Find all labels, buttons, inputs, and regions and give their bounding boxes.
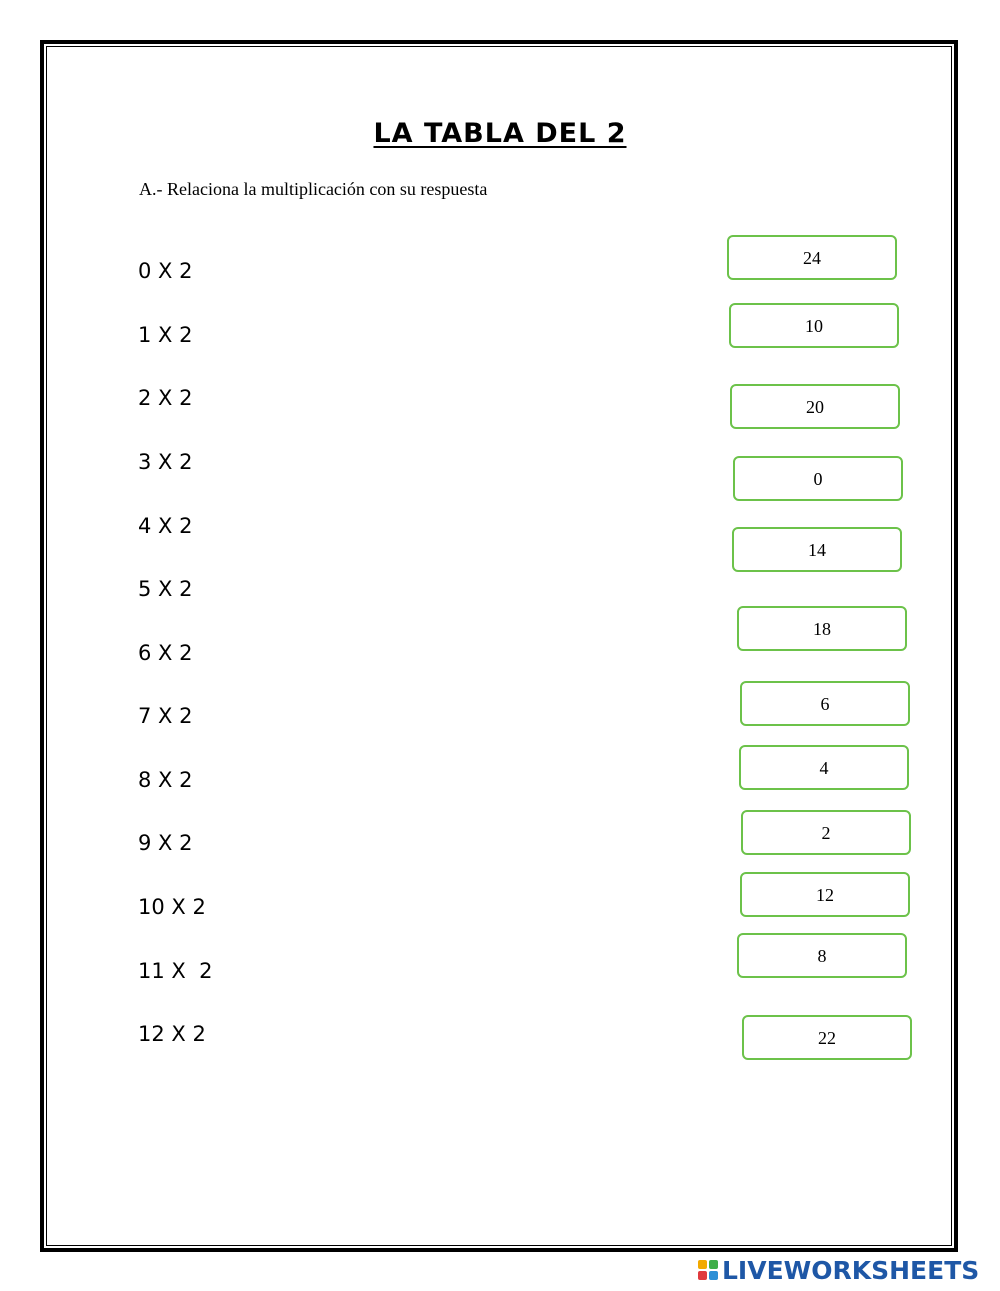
answer-box-8[interactable]: 8 [737,933,907,978]
answer-box-0[interactable]: 0 [733,456,903,501]
operation-12x2: 12 X 2 [138,1022,206,1046]
answer-box-4[interactable]: 4 [739,745,909,790]
operation-8x2: 8 X 2 [138,768,193,792]
operation-4x2: 4 X 2 [138,514,193,538]
answer-box-18[interactable]: 18 [737,606,907,651]
answer-box-14[interactable]: 14 [732,527,902,572]
operation-3x2: 3 X 2 [138,450,193,474]
operation-11x2: 11 X 2 [138,959,213,983]
answer-box-12[interactable]: 12 [740,872,910,917]
logo-squares-icon [698,1260,718,1280]
instruction-text: A.- Relaciona la multiplicación con su respuesta [139,179,488,199]
operation-1x2: 1 X 2 [138,323,193,347]
operation-9x2: 9 X 2 [138,831,193,855]
operation-6x2: 6 X 2 [138,641,193,665]
operation-7x2: 7 X 2 [138,704,193,728]
logo-text: LIVEWORKSHEETS [722,1255,980,1285]
logo-square-green [709,1260,718,1269]
liveworksheets-logo [698,1256,979,1284]
worksheet-title: LA TABLA DEL 2 [373,118,627,149]
answer-box-22[interactable]: 22 [742,1015,912,1060]
answer-box-24[interactable]: 24 [727,235,897,280]
logo-square-blue [709,1271,718,1280]
operation-5x2: 5 X 2 [138,577,193,601]
answer-box-10[interactable]: 10 [729,303,899,348]
answer-box-2[interactable]: 2 [741,810,911,855]
operation-0x2: 0 X 2 [138,259,193,283]
operation-10x2: 10 X 2 [138,895,206,919]
answer-box-6[interactable]: 6 [740,681,910,726]
logo-square-red [698,1271,707,1280]
answer-box-20[interactable]: 20 [730,384,900,429]
operation-2x2: 2 X 2 [138,386,193,410]
logo-square-yellow [698,1260,707,1269]
